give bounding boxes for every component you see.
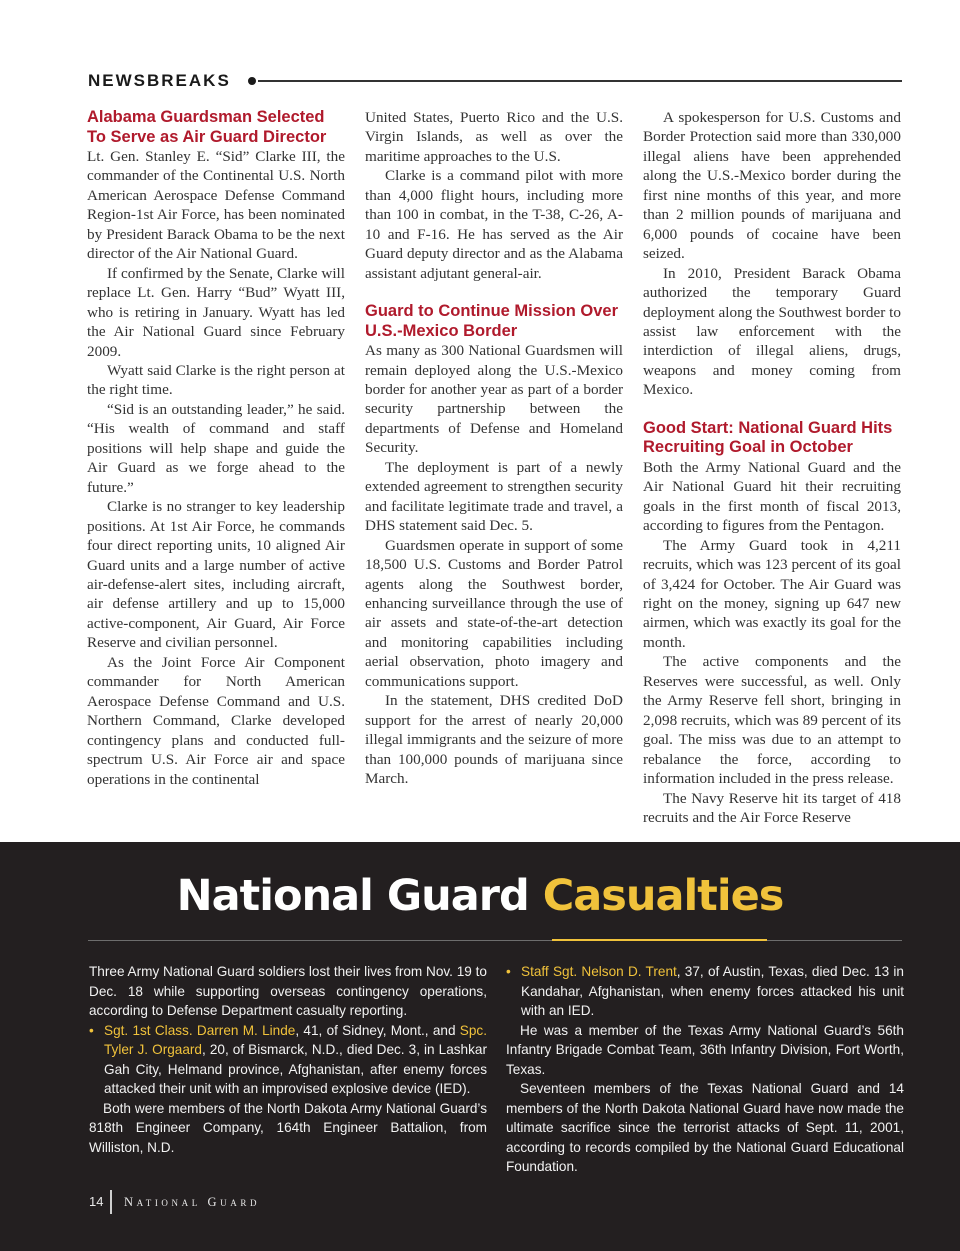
casualties-title-plain: National Guard <box>176 871 529 921</box>
casualties-intro: Three Army National Guard soldiers lost their lives from Nov. 19 to Dec. 18 while supporting overseas contingency operations, according to Defense Department casualty reporting. <box>89 964 487 1018</box>
article-paragraph: As many as 300 National Guardsmen will remain deployed along the U.S.-Mexico border for another year as part of a border security partnership between the departments of Defense and Homeland Security. <box>365 342 623 457</box>
bullet-icon: • <box>506 964 511 979</box>
article-paragraph: United States, Puerto Rico and the U.S. Virgin Islands, as well as over the maritime approaches to the U.S. <box>365 109 623 165</box>
header-bullet-dot <box>248 77 256 85</box>
casualty-name: Sgt. 1st Class. Darren M. Linde <box>104 1022 296 1038</box>
header-rule <box>258 80 902 82</box>
article-paragraph: If confirmed by the Senate, Clarke will replace Lt. Gen. Harry “Bud” Wyatt III, who is retiring in January. Wyatt has led the Air National Guard since February 2009. <box>87 264 345 360</box>
bullet-icon: • <box>89 1022 94 1038</box>
article-paragraph: Clarke is a command pilot with more than 4,000 flight hours, including more than 100 in combat, in the T-38, C-26, A-10 and F-16. He has served as the Air Guard deputy director and as the Alabama assistant adjutant general-air. <box>365 167 623 282</box>
casualty-detail: , 20, of Bismarck, N.D., died Dec. 3, in Lashkar Gah City, Helmand province, Afghanistan, after enemy forces attacked their unit with an improvised explosive device (IED). <box>104 1042 488 1096</box>
article-paragraph: In 2010, President Barack Obama authorized the temporary Guard deployment along the Southwest border to assist law enforcement with the interdiction of illegal aliens, drugs, weapons and money coming from Mexico. <box>643 264 901 399</box>
article-paragraph: The active components and the Reserves were successful, as well. Only the Army Reserve fell short, bringing in 2,098 recruits, which was 89 percent of its goal. The miss was due to an attempt to rebalance the force, according to information included in the press release. <box>643 653 901 788</box>
article-paragraph: Wyatt said Clarke is the right person at the right time. <box>87 361 345 399</box>
casualties-column-2 <box>506 962 904 1177</box>
text-column-1 <box>87 108 345 828</box>
casualties-column-1 <box>89 962 487 1157</box>
article-paragraph: Lt. Gen. Stanley E. “Sid” Clarke III, the commander of the Continental U.S. North American Aerospace Defense Command Region-1st Air Force, has been nominated by President Barack Obama to be the next director of the Air National Guard. <box>87 148 345 263</box>
casualties-closing: Seventeen members of the Texas National Guard and 14 members of the North Dakota National Guard have now made the ultimate sacrifice since the terrorist attacks of Sept. 11, 2001, according to records compiled by the National Guard Educational Foundation. <box>506 1081 904 1174</box>
casualties-title-highlight: Casualties <box>542 871 784 921</box>
section-header <box>88 68 902 94</box>
casualty-unit-paragraph: He was a member of the Texas Army National Guard’s 56th Infantry Brigade Combat Team, 36th Infantry Division, Fort Worth, Texas. <box>506 1022 904 1077</box>
casualty-name: Staff Sgt. Nelson D. Trent <box>521 964 677 979</box>
section-title: NEWSBREAKS <box>88 71 231 90</box>
casualty-unit-paragraph: Both were members of the North Dakota Army National Guard’s 818th Engineer Company, 164th Engineer Battalion, from Williston, N.D. <box>89 1100 487 1155</box>
article-paragraph: As the Joint Force Air Component commander for North American Aerospace Defense Command and U.S. Northern Command, Clarke developed contingency plans and conducted full-spectrum U.S. Air Force air and space operations in the continental <box>87 653 345 788</box>
casualties-title <box>0 866 960 926</box>
casualties-divider-accent <box>552 939 767 941</box>
article-headline: Guard to Continue Mission Over U.S.-Mexico Border <box>365 302 619 340</box>
casualty-name: Spc. Tyler J. Orgaard <box>104 1022 487 1057</box>
article-paragraph: Guardsmen operate in support of some 18,500 U.S. Customs and Border Patrol agents along the Southwest border, enhancing surveillance through the use of air assets and state-of-the-art detection and monitoring capabilities including aerial observation, photo imagery and communications support. <box>365 536 623 690</box>
footer-separator <box>110 1190 112 1214</box>
article-headline: Alabama Guardsman Selected To Serve as Air Guard Director <box>87 108 327 146</box>
article-paragraph: “Sid is an outstanding leader,” he said. “His wealth of command and staff positions will help shape and guide the Air Guard as we forge ahead to the future.” <box>87 400 345 496</box>
article-paragraph: Clarke is no stranger to key leadership positions. At 1st Air Force, he commands four direct reporting units, 10 aligned Air Guard units and a large number of active air-defense-alert sites, including aircraft, air defense artillery and up to 15,000 active-component, Air Guard, Air Force Reserve and civilian personnel. <box>87 498 345 652</box>
casualties-divider <box>88 940 902 941</box>
casualty-list-item <box>89 1021 487 1099</box>
article-paragraph: A spokesperson for U.S. Customs and Border Protection said more than 330,000 illegal aliens have been apprehended along the U.S.-Mexico border during the first nine months of this year, and more than 2 million pounds of marijuana and 6,000 pounds of cocaine have been seized. <box>643 109 901 263</box>
casualty-detail: , 37, of Austin, Texas, died Dec. 13 in Kandahar, Afghanistan, when enemy forces attacked his unit with an IED. <box>521 964 904 1018</box>
article-paragraph: The Navy Reserve hit its target of 418 recruits and the Air Force Reserve <box>643 789 901 826</box>
article-paragraph: Both the Army National Guard and the Air National Guard hit their recruiting goals in the first month of fiscal 2013, according to figures from the Pentagon. <box>643 458 901 535</box>
casualty-detail: , 41, of Sidney, Mont., and <box>295 1022 460 1038</box>
casualty-list-item <box>506 962 904 1021</box>
article-paragraph: The deployment is part of a newly extended agreement to strengthen security and facilitate legitimate trade and travel, a DHS statement said Dec. 5. <box>365 458 623 535</box>
article-headline: Good Start: National Guard Hits Recruiting Goal in October <box>643 418 893 457</box>
page-number: 14 <box>89 1194 104 1209</box>
publication-name: National Guard <box>124 1195 261 1209</box>
article-paragraph: In the statement, DHS credited DoD support for the arrest of nearly 20,000 illegal immigrants and the seizure of more than 100,000 pounds of marijuana since March. <box>365 692 623 788</box>
text-column-2 <box>365 108 623 828</box>
text-column-3 <box>643 108 901 828</box>
article-paragraph: The Army Guard took in 4,211 recruits, which was 123 percent of its goal of 3,424 for October. The Air Guard was right on the money, signing up 647 new airmen, which was exactly its goal for the month. <box>643 536 901 651</box>
